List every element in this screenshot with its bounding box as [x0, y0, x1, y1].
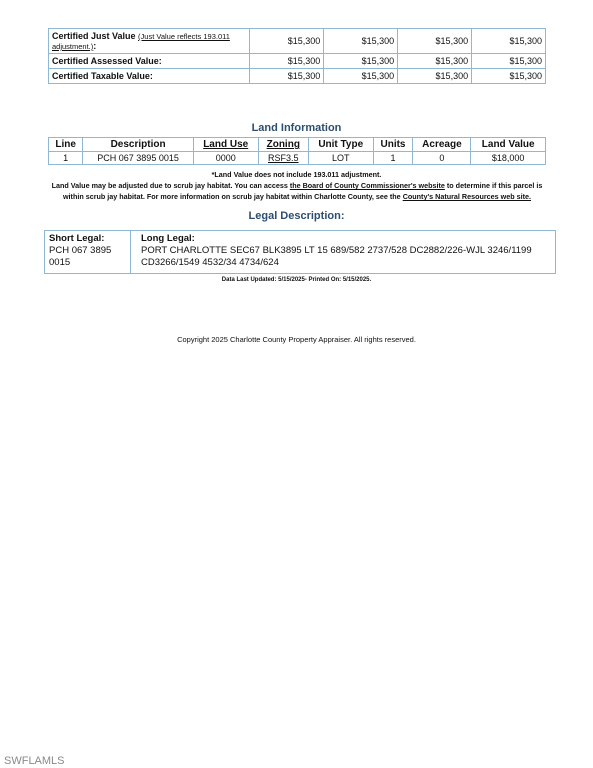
cell-zoning-link[interactable]: RSF3.5 — [258, 152, 308, 165]
scrub-text-2: to determine if this parcel is within scrub jay habitat. For more information on scrub jay habitat within Charlotte County, see the — [62, 181, 543, 201]
legal-description-title: Legal Description: — [248, 210, 345, 222]
assessed-value-label: Certified Assessed Value: — [49, 54, 250, 69]
land-information-table — [48, 137, 546, 165]
natural-resources-link[interactable]: County's Natural Resources web site. — [402, 192, 532, 201]
short-legal-heading: Short Legal: — [49, 233, 105, 244]
long-legal-value: PORT CHARLOTTE SEC67 BLK3895 LT 15 689/582 2737/528 DC2882/226-WJL 3246/1199 CD3266/1549 4532/34 4734/624 — [141, 245, 532, 268]
certified-values-table — [48, 28, 546, 84]
short-legal-cell — [45, 231, 131, 273]
land-value-footnote: *Land Value does not include 193.011 adjustment. — [211, 170, 382, 179]
cell-units: 1 — [373, 152, 413, 165]
value-cell: $15,300 — [398, 54, 472, 69]
just-value-note-link[interactable]: (Just Value reflects 193.011 adjustment.) — [52, 32, 230, 51]
header-line: Line — [49, 138, 83, 152]
taxable-value-label: Certified Taxable Value: — [49, 69, 250, 84]
value-cell: $15,300 — [324, 54, 398, 69]
scrub-jay-notice — [46, 180, 548, 202]
value-cell: $15,300 — [398, 29, 472, 54]
short-legal-value: PCH 067 3895 0015 — [49, 245, 112, 268]
header-acreage: Acreage — [413, 138, 471, 152]
commissioners-website-link[interactable]: the Board of County Commissioner's website — [289, 181, 445, 190]
table-header-row — [49, 138, 546, 152]
mls-watermark: SWFLAMLS — [4, 755, 65, 767]
cell-line: 1 — [49, 152, 83, 165]
value-cell: $15,300 — [472, 29, 546, 54]
header-land-use-link[interactable]: Land Use — [193, 138, 258, 152]
long-legal-heading: Long Legal: — [141, 233, 195, 244]
just-value-suffix: : — [93, 41, 97, 51]
value-cell: $15,300 — [472, 54, 546, 69]
just-value-label — [49, 29, 250, 54]
cell-land-use: 0000 — [193, 152, 258, 165]
copyright-text: Copyright 2025 Charlotte County Property Appraiser. All rights reserved. — [177, 335, 416, 344]
value-cell: $15,300 — [250, 54, 324, 69]
value-cell: $15,300 — [324, 69, 398, 84]
scrub-text-1: Land Value may be adjusted due to scrub jay habitat. You can access — [51, 181, 290, 190]
table-row — [49, 54, 546, 69]
header-zoning-link[interactable]: Zoning — [258, 138, 308, 152]
land-information-title: Land Information — [251, 122, 342, 134]
cell-land-value: $18,000 — [471, 152, 546, 165]
value-cell: $15,300 — [472, 69, 546, 84]
header-unit-type: Unit Type — [308, 138, 373, 152]
header-land-value: Land Value — [471, 138, 546, 152]
data-updated-text: Data Last Updated: 5/15/2025- Printed On: 5/15/2025. — [221, 277, 372, 283]
cell-unit-type: LOT — [308, 152, 373, 165]
header-description: Description — [83, 138, 193, 152]
table-row — [49, 152, 546, 165]
long-legal-cell — [131, 231, 555, 273]
just-value-title: Certified Just Value — [52, 31, 136, 41]
cell-acreage: 0 — [413, 152, 471, 165]
table-row — [49, 69, 546, 84]
value-cell: $15,300 — [250, 29, 324, 54]
value-cell: $15,300 — [324, 29, 398, 54]
value-cell: $15,300 — [398, 69, 472, 84]
legal-description-box — [44, 230, 556, 274]
cell-description: PCH 067 3895 0015 — [83, 152, 193, 165]
value-cell: $15,300 — [250, 69, 324, 84]
table-row — [49, 29, 546, 54]
header-units: Units — [373, 138, 413, 152]
